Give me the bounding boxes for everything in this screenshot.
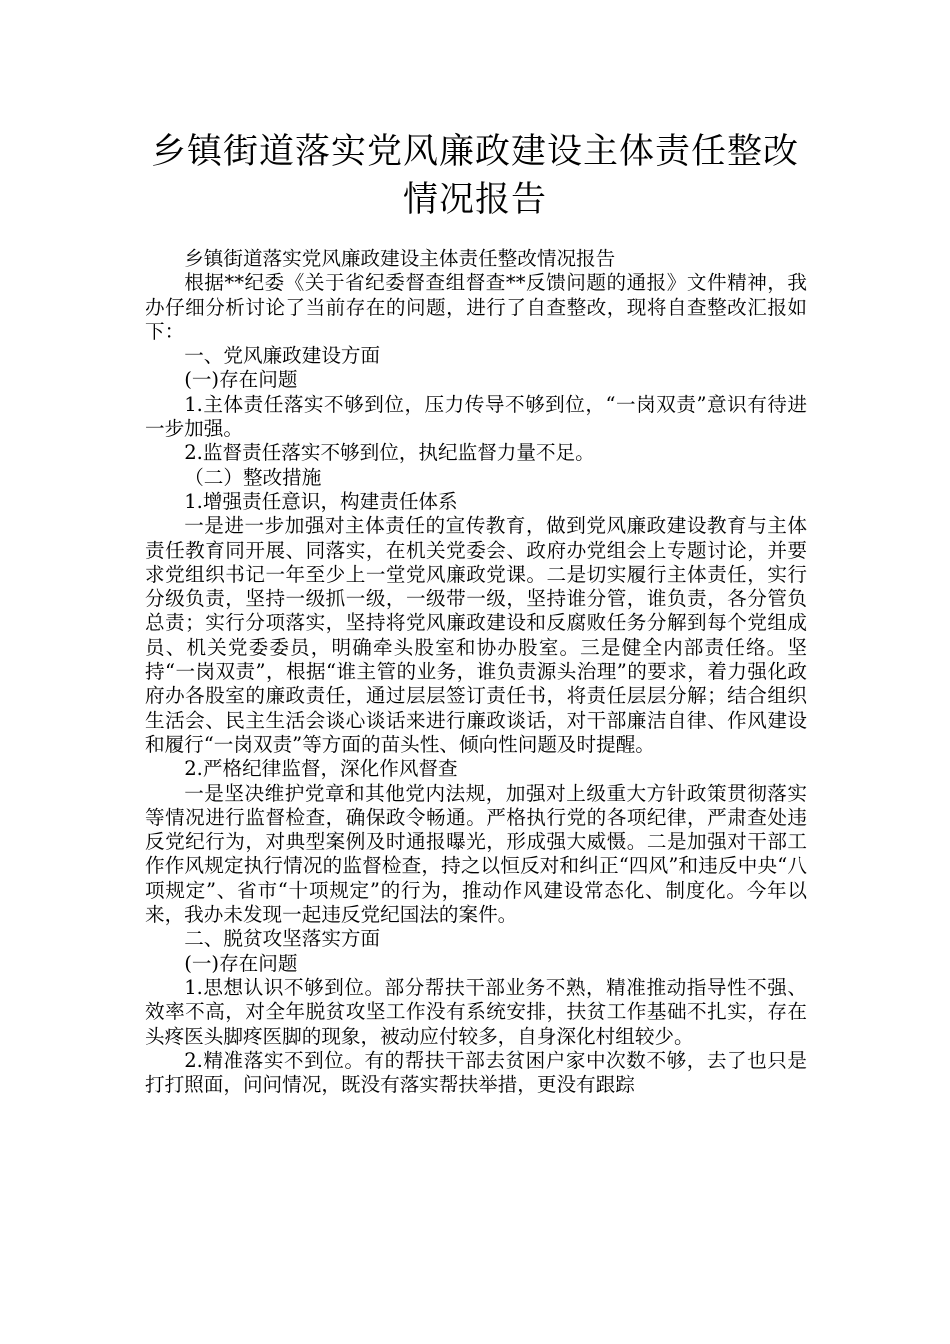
paragraph: 2.监督责任落实不够到位，执纪监督力量不足。: [184, 441, 595, 465]
paragraph: 一是进一步加强对主体责任的宣传教育，做到党风廉政建设教育与主体责任教育同开展、同落实，在机关党委会、政府办党组会上专题讨论，并要求党组织书记一年至少上一堂党风廉政党课。二是切实履行主体责任，实行分级负责，坚持一级抓一级，一级带一级，坚持谁分管，谁负责，各分管负总责；实行分项落实，坚持将党风廉政建设和反腐败任务分解到每个党组成员、机关党委委员，明确牵头股室和协办股室。三是健全内部责任络。坚持“一岗双责”，根据“谁主管的业务，谁负责源头治理”的要求，着力强化政府办各股室的廉政责任，通过层层签订责任书，将责任层层分解；结合组织生活会、民主生活会谈心谈话来进行廉政谈话，对干部廉洁自律、作风建设和履行“一岗双责”等方面的苗头性、倾向性问题及时提醒。: [145, 514, 807, 756]
paragraph: 一是坚决维护党章和其他党内法规，加强对上级重大方针政策贯彻落实等情况进行监督检查，确保政令畅通。严格执行党的各项纪律，严肃查处违反党纪行为，对典型案例及时通报曝光，形成强大威慑。二是加强对干部工作作风规定执行情况的监督检查，持之以恒反对和纠正“四风”和违反中央“八项规定”、省市“十项规定”的行为，推动作风建设常态化、制度化。今年以来，我办未发现一起违反党纪国法的案件。: [145, 781, 807, 927]
subsection-heading: (一)存在问题: [184, 368, 298, 392]
subsection-heading: (一)存在问题: [184, 951, 298, 975]
paragraph: 根据**纪委《关于省纪委督查组督查**反馈问题的通报》文件精神，我办仔细分析讨论了当前存在的问题，进行了自查整改，现将自查整改汇报如下：: [145, 271, 807, 343]
item-heading: 2.严格纪律监督，深化作风督查: [184, 757, 458, 781]
document-title: [145, 128, 805, 224]
item-heading: 1.增强责任意识，构建责任体系: [184, 489, 458, 513]
paragraph: 乡镇街道落实党风廉政建设主体责任整改情况报告: [184, 247, 616, 270]
section-heading: 一、党风廉政建设方面: [184, 344, 381, 368]
title-line-2: 情况报告: [402, 180, 547, 220]
subsection-heading: （二）整改措施: [184, 465, 322, 489]
title-line-1: 乡镇街道落实党风廉政建设主体责任整改: [150, 132, 799, 172]
paragraph: 2.精准落实不到位。有的帮扶干部去贫困户家中次数不够，去了也只是打打照面，问问情况，既没有落实帮扶举措，更没有跟踪: [145, 1048, 807, 1097]
paragraph: 1.主体责任落实不够到位，压力传导不够到位，“一岗双责”意识有待进一步加强。: [145, 392, 807, 441]
paragraph: 1.思想认识不够到位。部分帮扶干部业务不熟，精准推动指导性不强、效率不高，对全年脱贫攻坚工作没有系统安排，扶贫工作基础不扎实，存在头疼医头脚疼医脚的现象，被动应付较多，自身深化村组较少。: [145, 975, 807, 1048]
section-heading: 二、脱贫攻坚落实方面: [184, 927, 381, 951]
document-body: [145, 247, 807, 1097]
